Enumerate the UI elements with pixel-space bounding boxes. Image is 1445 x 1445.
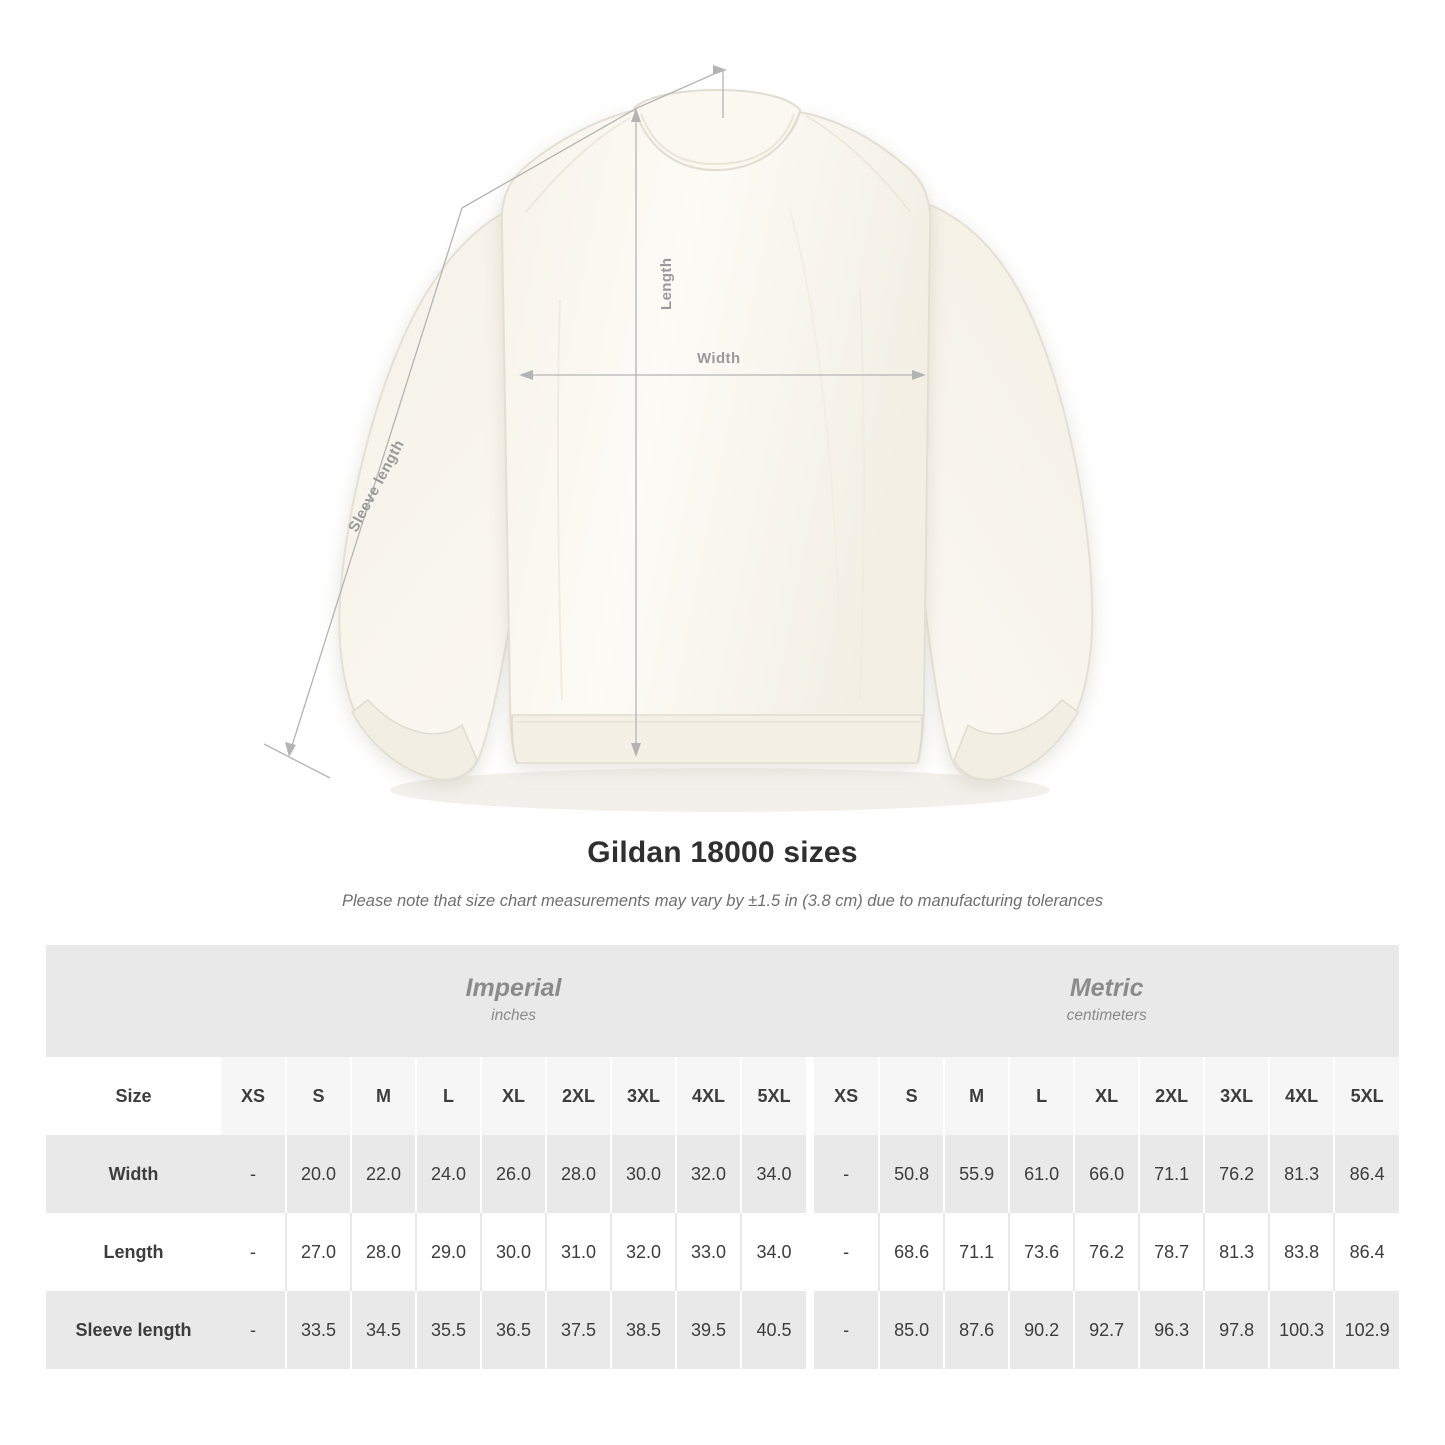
sleeve-imperial-s: 33.5 [286, 1291, 351, 1369]
sleeve-imperial-m: 34.5 [351, 1291, 416, 1369]
table-row [46, 1213, 1399, 1291]
width-imperial-4xl: 32.0 [676, 1135, 741, 1213]
sleeve-metric-l: 90.2 [1009, 1291, 1074, 1369]
size-header-row [46, 1057, 1399, 1135]
title-block [0, 836, 1445, 911]
length-imperial-s: 27.0 [286, 1213, 351, 1291]
width-metric-5xl: 86.4 [1334, 1135, 1399, 1213]
length-imperial-xs: - [221, 1213, 286, 1291]
length-label: Length [658, 257, 675, 310]
size-col-metric-xs: XS [814, 1057, 879, 1135]
size-col-imperial-m: M [351, 1057, 416, 1135]
table-row [46, 1135, 1399, 1213]
sleeve-imperial-xl: 36.5 [481, 1291, 546, 1369]
length-imperial-4xl: 33.0 [676, 1213, 741, 1291]
row-header-size: Size [46, 1057, 221, 1135]
length-metric-2xl: 78.7 [1139, 1213, 1204, 1291]
size-col-metric-3xl: 3XL [1204, 1057, 1269, 1135]
sleeve-metric-5xl: 102.9 [1334, 1291, 1399, 1369]
sleeve-metric-m: 87.6 [944, 1291, 1009, 1369]
width-metric-s: 50.8 [879, 1135, 944, 1213]
size-col-imperial-2xl: 2XL [546, 1057, 611, 1135]
row-label-width: Width [46, 1135, 221, 1213]
sleeve-metric-4xl: 100.3 [1269, 1291, 1334, 1369]
length-metric-5xl: 86.4 [1334, 1213, 1399, 1291]
sleeve-metric-3xl: 97.8 [1204, 1291, 1269, 1369]
sleeve-metric-xs: - [814, 1291, 879, 1369]
size-col-imperial-5xl: 5XL [741, 1057, 806, 1135]
width-imperial-l: 24.0 [416, 1135, 481, 1213]
sleeve-imperial-3xl: 38.5 [611, 1291, 676, 1369]
sleeve-metric-xl: 92.7 [1074, 1291, 1139, 1369]
width-metric-xl: 66.0 [1074, 1135, 1139, 1213]
length-imperial-3xl: 32.0 [611, 1213, 676, 1291]
page-title: Gildan 18000 sizes [587, 836, 858, 869]
width-metric-2xl: 71.1 [1139, 1135, 1204, 1213]
length-metric-xs: - [814, 1213, 879, 1291]
size-col-metric-2xl: 2XL [1139, 1057, 1204, 1135]
width-imperial-xl: 26.0 [481, 1135, 546, 1213]
width-imperial-m: 22.0 [351, 1135, 416, 1213]
column-gap [806, 1213, 814, 1291]
unit-header-row [46, 945, 1399, 1057]
length-metric-s: 68.6 [879, 1213, 944, 1291]
size-col-imperial-l: L [416, 1057, 481, 1135]
width-metric-m: 55.9 [944, 1135, 1009, 1213]
sleeve-length-label: Sleeve length [345, 437, 408, 535]
sleeve-metric-2xl: 96.3 [1139, 1291, 1204, 1369]
metric-system-label: Metric [1069, 973, 1144, 1002]
sleeve-imperial-l: 35.5 [416, 1291, 481, 1369]
size-col-metric-5xl: 5XL [1334, 1057, 1399, 1135]
imperial-system-label: Imperial [465, 973, 562, 1002]
table-row [46, 1291, 1399, 1369]
column-gap [806, 1135, 814, 1213]
column-gap [806, 1291, 814, 1369]
imperial-header [221, 945, 806, 1057]
metric-unit-label: centimeters [1066, 1007, 1147, 1025]
sleeve-imperial-5xl: 40.5 [741, 1291, 806, 1369]
width-metric-3xl: 76.2 [1204, 1135, 1269, 1213]
size-col-metric-l: L [1009, 1057, 1074, 1135]
width-label: Width [697, 350, 741, 367]
sleeve-imperial-xs: - [221, 1291, 286, 1369]
width-metric-xs: - [814, 1135, 879, 1213]
length-metric-xl: 76.2 [1074, 1213, 1139, 1291]
length-imperial-m: 28.0 [351, 1213, 416, 1291]
size-col-metric-s: S [879, 1057, 944, 1135]
sleeve-imperial-2xl: 37.5 [546, 1291, 611, 1369]
length-imperial-xl: 30.0 [481, 1213, 546, 1291]
column-gap [806, 1057, 814, 1135]
width-imperial-s: 20.0 [286, 1135, 351, 1213]
size-col-metric-xl: XL [1074, 1057, 1139, 1135]
length-imperial-5xl: 34.0 [741, 1213, 806, 1291]
size-col-imperial-s: S [286, 1057, 351, 1135]
size-chart-table [46, 945, 1399, 1369]
width-imperial-3xl: 30.0 [611, 1135, 676, 1213]
size-col-imperial-3xl: 3XL [611, 1057, 676, 1135]
row-label-length: Length [46, 1213, 221, 1291]
width-imperial-2xl: 28.0 [546, 1135, 611, 1213]
length-metric-3xl: 81.3 [1204, 1213, 1269, 1291]
width-imperial-5xl: 34.0 [741, 1135, 806, 1213]
size-table-wrapper [46, 945, 1399, 1369]
unit-header-gap [806, 945, 814, 1057]
size-col-metric-4xl: 4XL [1269, 1057, 1334, 1135]
size-col-imperial-4xl: 4XL [676, 1057, 741, 1135]
length-imperial-l: 29.0 [416, 1213, 481, 1291]
length-metric-m: 71.1 [944, 1213, 1009, 1291]
imperial-unit-label: inches [491, 1007, 536, 1025]
row-label-sleeve-length: Sleeve length [46, 1291, 221, 1369]
length-metric-4xl: 83.8 [1269, 1213, 1334, 1291]
width-metric-l: 61.0 [1009, 1135, 1074, 1213]
length-metric-l: 73.6 [1009, 1213, 1074, 1291]
sleeve-imperial-4xl: 39.5 [676, 1291, 741, 1369]
unit-header-blank [46, 945, 221, 1057]
metric-header [814, 945, 1399, 1057]
length-imperial-2xl: 31.0 [546, 1213, 611, 1291]
size-col-imperial-xs: XS [221, 1057, 286, 1135]
sleeve-metric-s: 85.0 [879, 1291, 944, 1369]
size-col-imperial-xl: XL [481, 1057, 546, 1135]
tolerance-note: Please note that size chart measurements may vary by ±1.5 in (3.8 cm) due to manufacturing tolerances [341, 892, 1104, 910]
size-col-metric-m: M [944, 1057, 1009, 1135]
width-imperial-xs: - [221, 1135, 286, 1213]
width-metric-4xl: 81.3 [1269, 1135, 1334, 1213]
